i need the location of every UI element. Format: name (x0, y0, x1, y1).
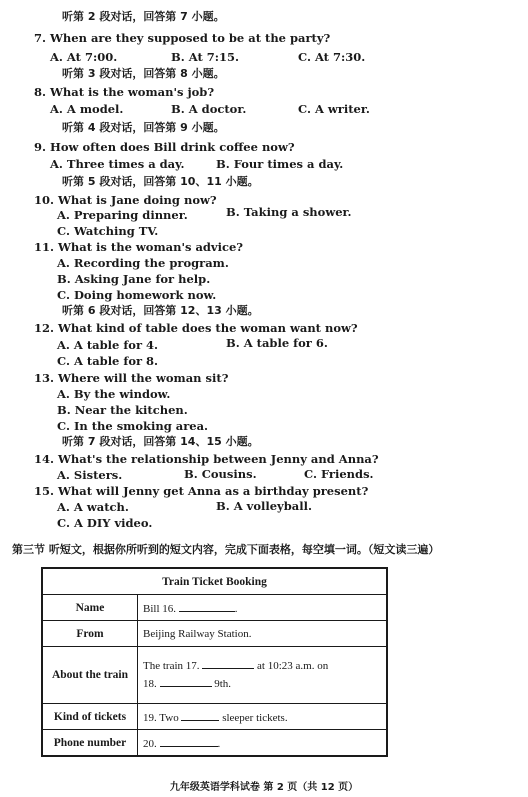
question-13-option-b: B. Near the kitchen. (57, 403, 188, 417)
question-9-option-b: B. Four times a day. (216, 157, 344, 171)
about-line2-pre: 18. (143, 678, 157, 690)
section-3-heading: 第三节 听短文，根据你所听到的短文内容，完成下面表格，每空填一词。（短文读三遍） (12, 543, 440, 556)
phone-number-cell: 20. . (138, 730, 388, 757)
about-line2-post: 9th. (214, 678, 232, 690)
blank-16[interactable] (179, 601, 235, 612)
phone-value: 20. (143, 737, 157, 750)
about-line1-post: at 10:23 a.m. on (257, 660, 329, 672)
table-title: Train Ticket Booking (42, 568, 387, 595)
question-14-option-c: C. Friends. (304, 467, 374, 481)
question-8-stem: 8. What is the woman's job? (34, 85, 215, 99)
blank-18[interactable] (160, 676, 212, 687)
question-8-option-a: A. A model. (50, 102, 124, 116)
question-10-option-b: B. Taking a shower. (226, 205, 352, 219)
question-11-option-b: B. Asking Jane for help. (57, 272, 211, 286)
blank-17[interactable] (202, 658, 254, 669)
name-label: Name (42, 595, 138, 621)
instruction-seg2: 听第 2 段对话，回答第 7 小题。 (62, 10, 225, 23)
question-12-stem: 12. What kind of table does the woman want now? (34, 321, 358, 335)
question-8-option-b: B. A doctor. (171, 102, 247, 116)
from-label: From (42, 621, 138, 647)
question-12-option-b: B. A table for 6. (226, 336, 328, 350)
page-footer: 九年级英语学科试卷 第 2 页（共 12 页） (169, 782, 359, 793)
question-13-option-a: A. By the window. (57, 387, 171, 401)
question-15-option-c: C. A DIY video. (57, 516, 153, 530)
question-7-option-c: C. At 7:30. (298, 50, 366, 64)
question-11-stem: 11. What is the woman's advice? (34, 240, 244, 254)
about-line1-pre: The train 17. (143, 660, 200, 672)
question-15-option-a: A. A watch. (57, 500, 129, 514)
about-train-label: About the train (42, 647, 138, 704)
question-11-option-a: A. Recording the program. (57, 256, 229, 270)
from-value: Beijing Railway Station. (138, 621, 388, 647)
question-7-option-b: B. At 7:15. (171, 50, 240, 64)
question-9-stem: 9. How often does Bill drink coffee now? (34, 140, 295, 154)
question-14-stem: 14. What's the relationship between Jenny and Anna? (34, 452, 379, 466)
kind-post: sleeper tickets. (222, 711, 288, 724)
name-cell: Bill 16. . (138, 595, 388, 621)
question-14-option-a: A. Sisters. (57, 468, 123, 482)
question-10-option-c: C. Watching TV. (57, 224, 159, 238)
train-ticket-table (41, 567, 388, 757)
kind-of-tickets-label: Kind of tickets (42, 704, 138, 730)
question-10-option-a: A. Preparing dinner. (57, 208, 188, 222)
instruction-seg5: 听第 5 段对话，回答第 10、11 小题。 (62, 175, 259, 188)
kind-of-tickets-cell (138, 704, 388, 730)
name-value: Bill 16. (143, 602, 177, 615)
blank-19[interactable] (181, 710, 219, 721)
question-13-option-c: C. In the smoking area. (57, 419, 209, 433)
question-14-option-b: B. Cousins. (184, 467, 257, 481)
question-7-option-a: A. At 7:00. (50, 50, 118, 64)
question-10-stem: 10. What is Jane doing now? (34, 193, 217, 207)
question-11-option-c: C. Doing homework now. (57, 288, 217, 302)
instruction-seg4: 听第 4 段对话，回答第 9 小题。 (62, 121, 225, 134)
question-15-stem: 15. What will Jenny get Anna as a birthday present? (34, 484, 369, 498)
blank-20[interactable] (160, 736, 218, 747)
instruction-seg7: 听第 7 段对话，回答第 14、15 小题。 (62, 435, 259, 448)
instruction-seg3: 听第 3 段对话，回答第 8 小题。 (62, 67, 225, 80)
question-9-option-a: A. Three times a day. (50, 157, 185, 171)
question-8-option-c: C. A writer. (298, 102, 370, 116)
phone-number-label: Phone number (42, 730, 138, 757)
question-13-stem: 13. Where will the woman sit? (34, 371, 229, 385)
question-12-option-c: C. A table for 8. (57, 354, 159, 368)
question-15-option-b: B. A volleyball. (216, 499, 312, 513)
kind-pre: 19. Two (143, 711, 179, 724)
question-7-stem: 7. When are they supposed to be at the party? (34, 31, 331, 45)
instruction-seg6: 听第 6 段对话，回答第 12、13 小题。 (62, 304, 259, 317)
question-12-option-a: A. A table for 4. (57, 338, 159, 352)
about-train-cell (138, 647, 388, 704)
